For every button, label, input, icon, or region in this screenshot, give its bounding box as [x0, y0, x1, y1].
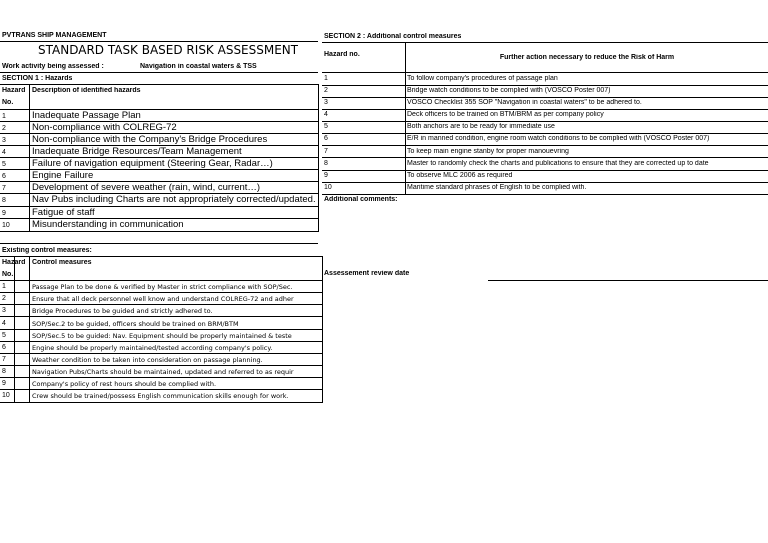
hazard-number: 4: [324, 111, 328, 118]
col-header-hazard: Hazard: [2, 259, 26, 266]
hazard-number: 1: [2, 283, 6, 290]
hazard-number: 8: [324, 160, 328, 167]
hazard-description: Non-compliance with the Company's Bridge Procedures: [32, 134, 268, 145]
further-action: E/R in manned condition, engine room watch conditions to be complied with (VOSCO Poster 007): [407, 135, 710, 142]
further-action: Bridge watch conditions to be complied with (VOSCO Poster 007): [407, 87, 611, 94]
hazard-number: 6: [324, 135, 328, 142]
control-measure: Weather condition to be taken into consideration on passage planning.: [32, 356, 263, 364]
col-header-no: No.: [2, 99, 14, 106]
col-header-control-measures: Control measures: [32, 259, 92, 266]
control-measure: SOP/Sec.5 to be guided: Nav. Equipment should be properly maintained & teste: [32, 332, 292, 340]
control-measure: Navigation Pubs/Charts should be maintained, updated and referred to as requir: [32, 368, 294, 376]
hazard-description: Failure of navigation equipment (Steering Gear, Radar…): [32, 158, 273, 169]
further-action: Maritime standard phrases of English to be complied with.: [407, 184, 587, 191]
review-date-label: Assessement review date: [324, 270, 410, 277]
review-date-field: [488, 280, 768, 281]
control-measure: Engine should be properly maintained/tested according company's policy.: [32, 344, 273, 352]
control-measure: Crew should be trained/possess English communication skills enough for work.: [32, 392, 289, 400]
hazard-number: 5: [324, 123, 328, 130]
hazard-number: 4: [2, 149, 6, 156]
further-action: VOSCO Checklist 355 SOP "Navigation in coastal waters" to be adhered to.: [407, 99, 642, 106]
hazard-number: 10: [2, 392, 10, 399]
hazard-number: 3: [2, 307, 6, 314]
further-action: Deck officers to be trained on BTM/BRM as per company policy: [407, 111, 604, 118]
col-header-hazard-no: Hazard no.: [324, 51, 360, 58]
hazard-description: Inadequate Passage Plan: [32, 110, 141, 121]
hazard-number: 2: [2, 125, 6, 132]
hazard-number: 6: [2, 344, 6, 351]
hazard-number: 9: [2, 380, 6, 387]
control-measure: SOP/Sec.2 to be guided, officers should be trained on BRM/BTM: [32, 320, 239, 328]
hazard-number: 5: [2, 161, 6, 168]
additional-comments-label: Additional comments:: [324, 196, 398, 203]
hazard-number: 4: [2, 320, 6, 327]
divider: [0, 41, 318, 42]
hazard-number: 1: [2, 113, 6, 120]
col-header-hazard: Hazard: [2, 87, 26, 94]
hazard-description: Nav Pubs including Charts are not appropriately corrected/updated.: [32, 194, 316, 205]
hazard-number: 9: [2, 210, 6, 217]
existing-measures-title: Existing control measures:: [2, 247, 92, 254]
hazard-description: Engine Failure: [32, 170, 94, 181]
further-action: To keep main engine stanby for proper manouevring: [407, 148, 569, 155]
work-activity-label: Work activity being assessed :: [2, 63, 104, 70]
hazard-number: 8: [2, 368, 6, 375]
hazard-number: 8: [2, 197, 6, 204]
hazard-number: 9: [324, 172, 328, 179]
company-name: PVTRANS SHIP MANAGEMENT: [2, 32, 107, 39]
control-measure: Company's policy of rest hours should be complied with.: [32, 380, 217, 388]
hazard-number: 1: [324, 75, 328, 82]
hazard-number: 10: [2, 222, 10, 229]
hazard-number: 2: [324, 87, 328, 94]
hazard-description: Fatigue of staff: [32, 207, 95, 218]
hazard-number: 3: [2, 137, 6, 144]
hazard-number: 7: [2, 185, 6, 192]
col-header-further-action: Further action necessary to reduce the Risk of Harm: [499, 54, 675, 61]
hazard-description: Non-compliance with COLREG-72: [32, 122, 177, 133]
work-activity-value: Navigation in coastal waters & TSS: [140, 63, 257, 70]
control-measure: Passage Plan to be done & verified by Master in strict compliance with SOP/Sec.: [32, 283, 293, 291]
hazard-number: 7: [2, 356, 6, 363]
section1-title: SECTION 1 : Hazards: [2, 75, 73, 82]
control-measure: Bridge Procedures to be guided and strictly adhered to.: [32, 307, 213, 315]
col-header-description: Description of identified hazards: [32, 87, 141, 94]
hazard-number: 2: [2, 295, 6, 302]
hazard-number: 5: [2, 332, 6, 339]
divider: [0, 243, 318, 244]
further-action: To follow company's procedures of passage plan: [407, 75, 558, 82]
col-header-no: No.: [2, 271, 14, 278]
control-measure: Ensure that all deck personnel well know and understand COLREG-72 and adher: [32, 295, 294, 303]
hazard-number: 3: [324, 99, 328, 106]
hazard-description: Development of severe weather (rain, wind, current…): [32, 182, 261, 193]
hazard-number: 7: [324, 148, 328, 155]
hazard-description: Inadequate Bridge Resources/Team Management: [32, 146, 242, 157]
page-title: STANDARD TASK BASED RISK ASSESSMENT: [38, 43, 299, 57]
section2-title: SECTION 2 : Additional control measures: [324, 33, 462, 40]
divider: [0, 72, 318, 73]
hazard-number: 6: [2, 173, 6, 180]
hazard-number: 10: [324, 184, 332, 191]
further-action: To observe MLC 2006 as required: [407, 172, 513, 179]
hazard-description: Misunderstanding in communication: [32, 219, 184, 230]
further-action: Both anchors are to be ready for immediate use: [407, 123, 555, 130]
further-action: Master to randomly check the charts and publications to ensure that they are corrected up to date: [407, 160, 709, 167]
